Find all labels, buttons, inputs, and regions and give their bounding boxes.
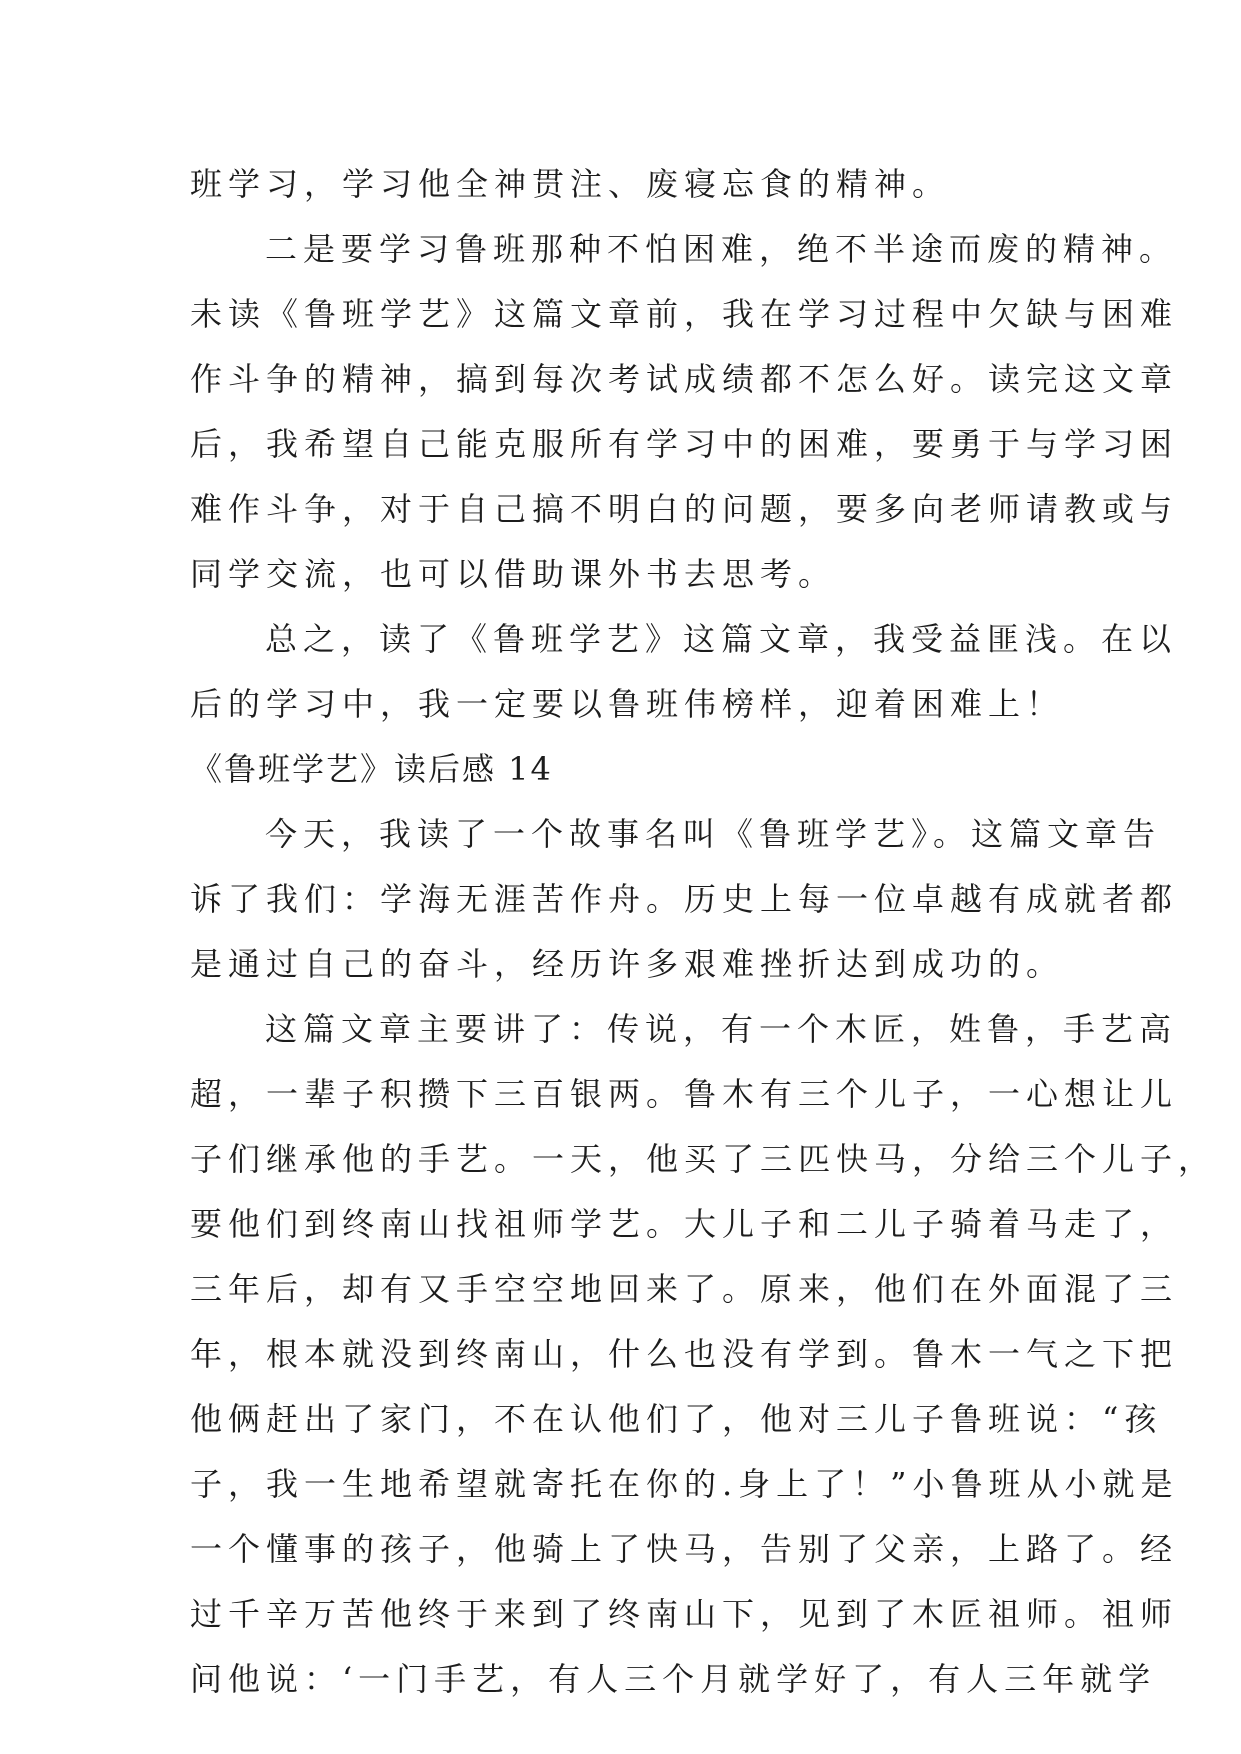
text-line: 后，我希望自己能克服所有学习中的困难，要勇于与学习困	[190, 425, 1179, 463]
text-line: 诉了我们：学海无涯苦作舟。历史上每一位卓越有成就者都	[190, 880, 1179, 918]
paragraph-first-line: 这篇文章主要讲了：传说，有一个木匠，姓鲁，手艺高	[265, 1010, 1178, 1048]
text-line: 要他们到终南山找祖师学艺。大儿子和二儿子骑着马走了，	[190, 1205, 1179, 1243]
paragraph-first-line: 总之，读了《鲁班学艺》这篇文章，我受益匪浅。在以	[265, 620, 1178, 658]
text-line: 超，一辈子积攒下三百银两。鲁木有三个儿子，一心想让儿	[190, 1075, 1179, 1113]
text-line: 后的学习中，我一定要以鲁班伟榜样，迎着困难上！	[190, 685, 1065, 723]
document-body	[190, 152, 1217, 1712]
text-line: 问他说：‘一门手艺，有人三个月就学好了，有人三年就学	[190, 1660, 1157, 1698]
text-line: 难作斗争，对于自己搞不明白的问题，要多向老师请教或与	[190, 490, 1179, 528]
text-line: 班学习，学习他全神贯注、废寝忘食的精神。	[190, 165, 951, 203]
text-line: 年，根本就没到终南山，什么也没有学到。鲁木一气之下把	[190, 1335, 1179, 1373]
text-line: 是通过自己的奋斗，经历许多艰难挫折达到成功的。	[190, 945, 1065, 983]
text-line: 同学交流，也可以借助课外书去思考。	[190, 555, 837, 593]
paragraph-first-line: 今天，我读了一个故事名叫《鲁班学艺》。这篇文章告	[265, 815, 1162, 853]
text-line: 过千辛万苦他终于来到了终南山下，见到了木匠祖师。祖师	[190, 1595, 1179, 1633]
text-line: 子们继承他的手艺。一天，他买了三匹快马，分给三个儿子，	[190, 1140, 1217, 1178]
text-line: 未读《鲁班学艺》这篇文章前，我在学习过程中欠缺与困难	[190, 295, 1179, 333]
section-heading: 《鲁班学艺》读后感 14	[190, 750, 553, 788]
text-line: 一个懂事的孩子，他骑上了快马，告别了父亲，上路了。经	[190, 1530, 1179, 1568]
paragraph-first-line: 二是要学习鲁班那种不怕困难，绝不半途而废的精神。	[265, 230, 1178, 268]
text-line: 作斗争的精神，搞到每次考试成绩都不怎么好。读完这文章	[190, 360, 1179, 398]
text-line: 三年后，却有又手空空地回来了。原来，他们在外面混了三	[190, 1270, 1179, 1308]
text-line: 子，我一生地希望就寄托在你的.身上了！”小鲁班从小就是	[190, 1465, 1179, 1503]
text-line: 他俩赶出了家门，不在认他们了，他对三儿子鲁班说：“孩	[190, 1400, 1163, 1438]
